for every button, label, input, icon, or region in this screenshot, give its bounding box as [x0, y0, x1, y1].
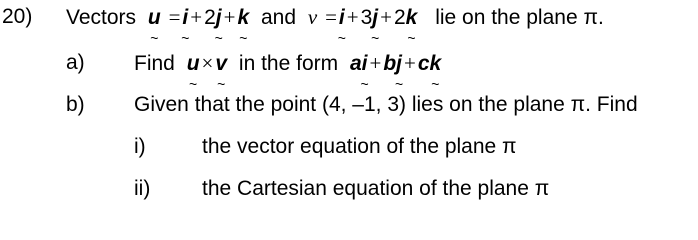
sub-ii-text: the Cartesian equation of the plane π — [202, 177, 550, 200]
plus-sign: + — [404, 51, 416, 75]
in-form-text: in the form — [238, 52, 339, 75]
and-word: and — [261, 6, 297, 29]
question-number: 20) — [2, 5, 33, 28]
part-a-text — [134, 50, 441, 77]
unit-k: k ~ — [430, 51, 442, 77]
unit-i: i ~ — [339, 5, 345, 31]
question-stem — [66, 4, 604, 31]
unit-i: i ~ — [182, 5, 188, 31]
sub-i-text: the vector equation of the plane π — [202, 135, 517, 158]
coef-a: a — [349, 52, 362, 75]
plus-sign: + — [380, 5, 392, 29]
unit-k: k ~ — [406, 5, 418, 31]
part-b-label: b) — [66, 93, 85, 116]
coef-2: 2 — [204, 6, 216, 29]
part-b-text: Given that the point (4, –1, 3) lies on the plane π. Find — [134, 93, 638, 116]
unit-i: i ~ — [362, 51, 368, 77]
vector-v: v — [307, 5, 318, 29]
vector-u: u ~ — [148, 5, 161, 31]
cross-sign: × — [201, 51, 214, 75]
unit-j: j ~ — [216, 5, 222, 31]
coef-3: 3 — [360, 6, 373, 29]
stem-suffix: lie on the plane π. — [435, 6, 604, 29]
equals-sign: = — [168, 5, 181, 29]
plus-sign: + — [369, 51, 382, 75]
coef-2: 2 — [393, 6, 406, 29]
plus-sign: + — [190, 5, 203, 29]
stem-prefix: Vectors — [66, 6, 137, 29]
unit-k: k ~ — [237, 5, 249, 31]
vector-u: u ~ — [187, 51, 200, 77]
equals-sign: = — [325, 5, 337, 29]
plus-sign: + — [223, 5, 236, 29]
coef-c: c — [417, 52, 430, 75]
unit-j: j ~ — [396, 51, 402, 77]
sub-ii-label: ii) — [134, 177, 151, 200]
find-word: Find — [134, 52, 175, 75]
part-a-label: a) — [66, 51, 85, 74]
sub-i-label: i) — [134, 135, 146, 158]
plus-sign: + — [346, 5, 359, 29]
vector-v: v ~ — [215, 51, 227, 77]
unit-j: j ~ — [372, 5, 378, 31]
coef-b: b — [383, 52, 397, 75]
